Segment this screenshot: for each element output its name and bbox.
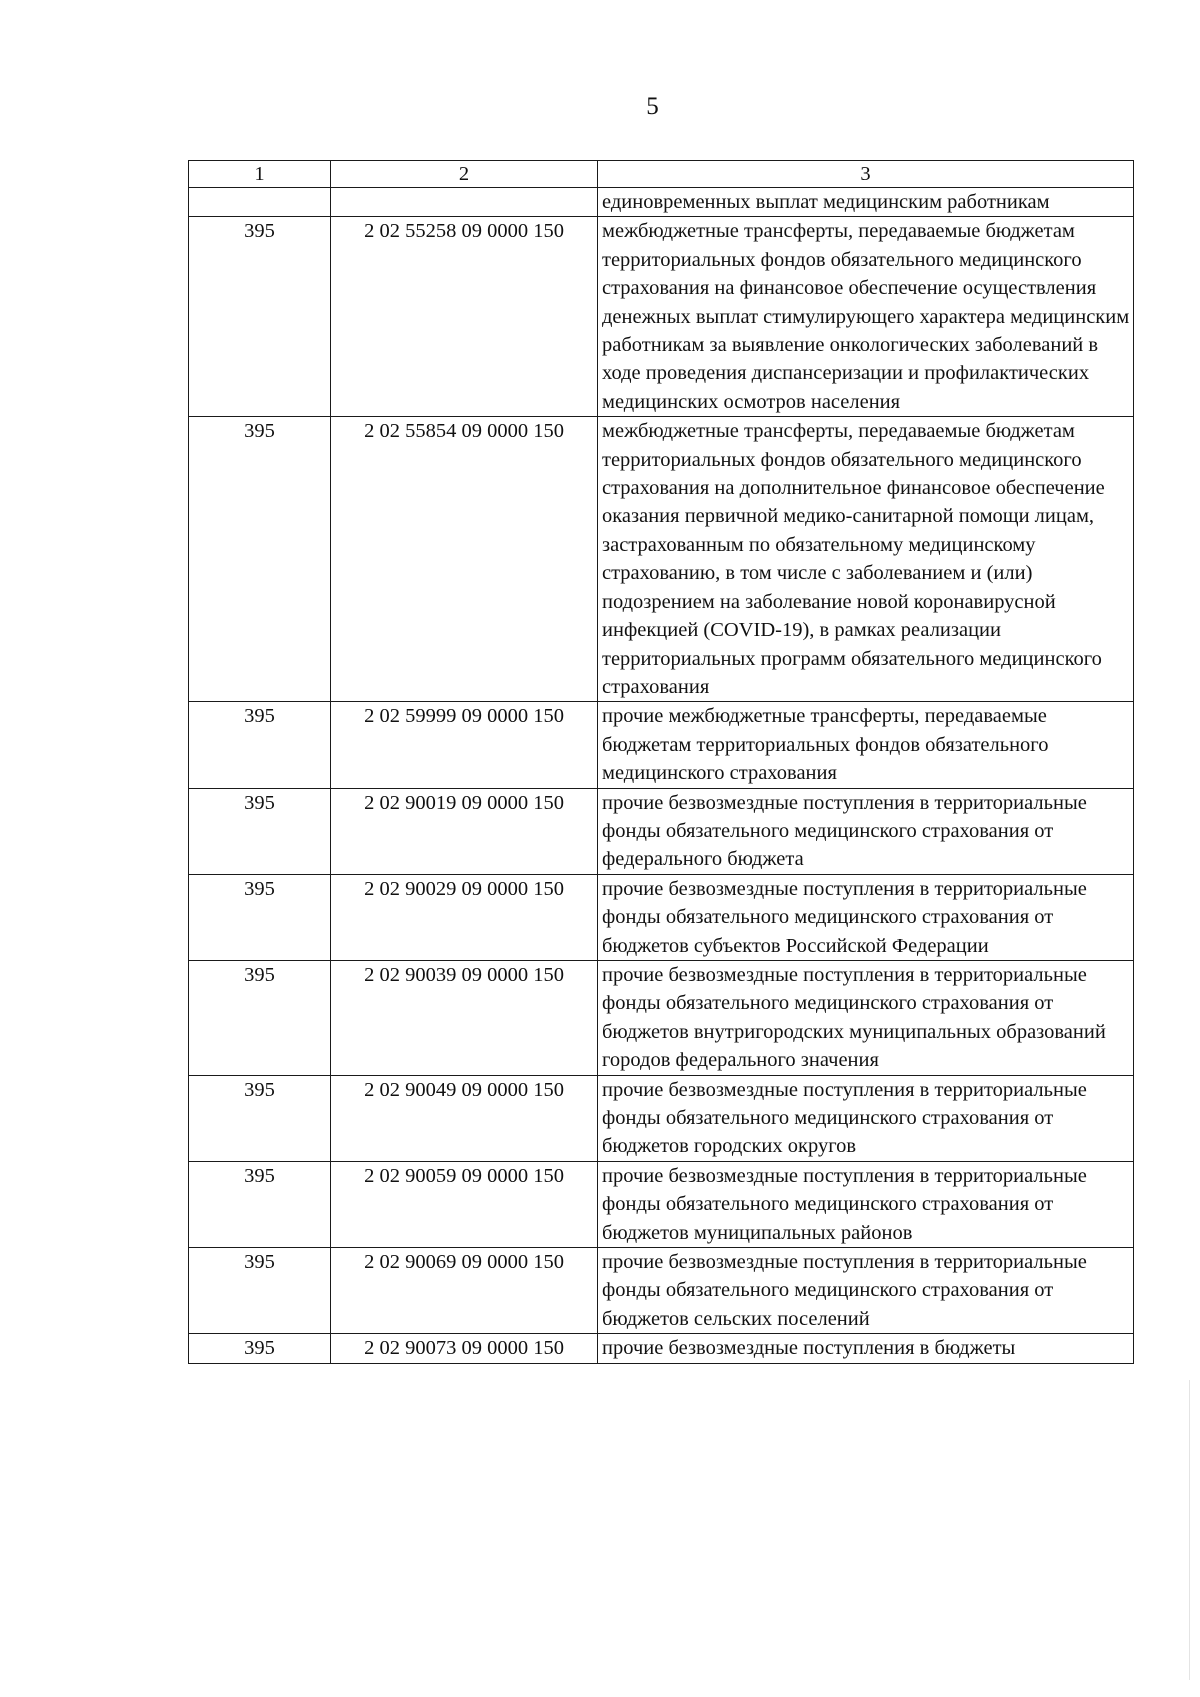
admin-code-cell: 395 xyxy=(189,417,331,702)
page-number: 5 xyxy=(646,93,659,120)
admin-code-cell: 395 xyxy=(189,1075,331,1161)
budget-code-cell xyxy=(331,188,598,217)
description-cell: прочие межбюджетные трансферты, передаваемые бюджетам территориальных фондов обязательного медицинского страхования xyxy=(598,702,1134,788)
description-cell: прочие безвозмездные поступления в территориальные фонды обязательного медицинского страхования от бюджетов муниципальных районов xyxy=(598,1161,1134,1247)
admin-code-cell: 395 xyxy=(189,1248,331,1334)
table-row xyxy=(189,1075,1134,1161)
budget-code-cell: 2 02 90073 09 0000 150 xyxy=(331,1334,598,1363)
admin-code-cell xyxy=(189,188,331,217)
table-row xyxy=(189,417,1134,702)
table-row xyxy=(189,1248,1134,1334)
description-cell: прочие безвозмездные поступления в территориальные фонды обязательного медицинского страхования от бюджетов внутригородских муниципальных образований городов федерального значения xyxy=(598,960,1134,1075)
admin-code-cell: 395 xyxy=(189,788,331,874)
admin-code-cell: 395 xyxy=(189,217,331,417)
budget-code-cell: 2 02 90019 09 0000 150 xyxy=(331,788,598,874)
table-row xyxy=(189,1161,1134,1247)
table-row xyxy=(189,188,1134,217)
budget-code-cell: 2 02 55258 09 0000 150 xyxy=(331,217,598,417)
description-cell: прочие безвозмездные поступления в территориальные фонды обязательного медицинского страхования от бюджетов сельских поселений xyxy=(598,1248,1134,1334)
budget-code-cell: 2 02 90039 09 0000 150 xyxy=(331,960,598,1075)
admin-code-cell: 395 xyxy=(189,1334,331,1363)
table-header-row xyxy=(189,161,1134,188)
scan-edge-line xyxy=(1189,1380,1190,1680)
admin-code-cell: 395 xyxy=(189,702,331,788)
description-cell: прочие безвозмездные поступления в территориальные фонды обязательного медицинского страхования от бюджетов городских округов xyxy=(598,1075,1134,1161)
admin-code-cell: 395 xyxy=(189,1161,331,1247)
description-cell: прочие безвозмездные поступления в территориальные фонды обязательного медицинского страхования от бюджетов субъектов Российской Федерации xyxy=(598,874,1134,960)
budget-code-cell: 2 02 90049 09 0000 150 xyxy=(331,1075,598,1161)
description-cell: межбюджетные трансферты, передаваемые бюджетам территориальных фондов обязательного медицинского страхования на финансовое обеспечение осуществления денежных выплат стимулирующего характера медицинским работникам за выявление онкологических заболеваний в ходе проведения диспансеризации и профилактических медицинских осмотров населения xyxy=(598,217,1134,417)
description-cell: прочие безвозмездные поступления в территориальные фонды обязательного медицинского страхования от федерального бюджета xyxy=(598,788,1134,874)
admin-code-cell: 395 xyxy=(189,874,331,960)
table-row xyxy=(189,1334,1134,1363)
description-cell: межбюджетные трансферты, передаваемые бюджетам территориальных фондов обязательного медицинского страхования на дополнительное финансовое обеспечение оказания первичной медико-санитарной помощи лицам, застрахованным по обязательному медицинскому страхованию, в том числе с заболеванием и (или) подозрением на заболевание новой коронавирусной инфекцией (COVID-19), в рамках реализации территориальных программ обязательного медицинского страхования xyxy=(598,417,1134,702)
table-row xyxy=(189,788,1134,874)
budget-code-cell: 2 02 59999 09 0000 150 xyxy=(331,702,598,788)
budget-code-cell: 2 02 90029 09 0000 150 xyxy=(331,874,598,960)
table-row xyxy=(189,874,1134,960)
description-cell: прочие безвозмездные поступления в бюджеты xyxy=(598,1334,1134,1363)
table-row xyxy=(189,960,1134,1075)
description-cell: единовременных выплат медицинским работникам xyxy=(598,188,1134,217)
admin-code-cell: 395 xyxy=(189,960,331,1075)
table-row xyxy=(189,217,1134,417)
budget-code-cell: 2 02 55854 09 0000 150 xyxy=(331,417,598,702)
revenue-codes-table xyxy=(188,160,1134,1364)
table-row xyxy=(189,702,1134,788)
budget-code-cell: 2 02 90059 09 0000 150 xyxy=(331,1161,598,1247)
column-header-3: 3 xyxy=(598,161,1134,188)
column-header-2: 2 xyxy=(331,161,598,188)
column-header-1: 1 xyxy=(189,161,331,188)
budget-code-cell: 2 02 90069 09 0000 150 xyxy=(331,1248,598,1334)
